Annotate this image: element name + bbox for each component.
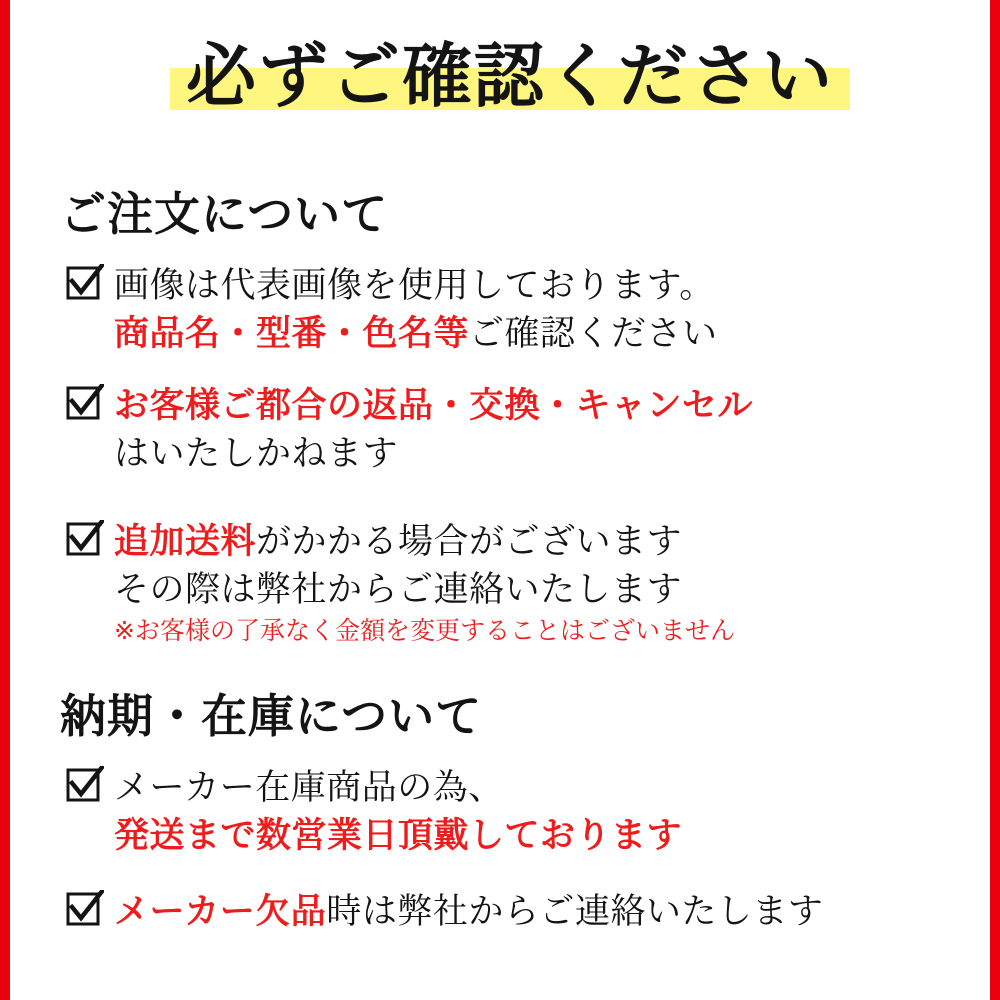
- page-title-wrap: [20, 34, 1000, 117]
- page-title: [170, 34, 850, 117]
- list-item: [66, 764, 986, 860]
- list-item-line: はいたしかねます: [114, 434, 399, 474]
- section-heading-delivery: 納期・在庫について: [60, 689, 483, 743]
- checkbox-checked-icon: [66, 520, 104, 558]
- list-item: [66, 888, 986, 936]
- list-item-lines: [114, 518, 986, 648]
- list-item: [66, 262, 986, 358]
- plain-text: ご確認ください: [469, 314, 718, 354]
- list-item-line: メーカー在庫商品の為、: [114, 768, 504, 808]
- section-heading-orders: ご注文について: [60, 187, 389, 241]
- checkbox-checked-icon: [66, 264, 104, 302]
- list-item-note: ※お客様の了承なく金額を変更することはございません: [114, 616, 735, 645]
- list-item: [66, 518, 986, 648]
- list-item-line: [114, 518, 986, 566]
- list-item-lines: [114, 888, 986, 936]
- list-item-lines: [114, 764, 986, 860]
- list-item-line: 発送まで数営業日頂戴しております: [114, 816, 683, 856]
- plain-text: がかかる場合がございます: [256, 522, 683, 562]
- list-item-line: お客様ご都合の返品・交換・キャンセル: [114, 386, 754, 426]
- emphasis-text: 商品名・型番・色名等: [114, 314, 470, 354]
- list-item-line: [114, 310, 986, 358]
- list-item-lines: [114, 262, 986, 358]
- list-item-line: その際は弊社からご連絡いたします: [114, 570, 683, 610]
- checkbox-checked-icon: [66, 890, 104, 928]
- page-inner: [20, 0, 1000, 1000]
- page-title-text: 必ずご確認ください: [186, 35, 834, 117]
- list-item-lines: [114, 382, 986, 478]
- list-item-line: [114, 888, 986, 936]
- checkbox-checked-icon: [66, 384, 104, 422]
- emphasis-text: メーカー欠品: [114, 892, 327, 932]
- checkbox-checked-icon: [66, 766, 104, 804]
- list-item-line: 画像は代表画像を使用しております。: [114, 266, 715, 306]
- emphasis-text: 追加送料: [114, 522, 257, 562]
- plain-text: 時は弊社からご連絡いたします: [326, 892, 824, 932]
- list-item: [66, 382, 986, 478]
